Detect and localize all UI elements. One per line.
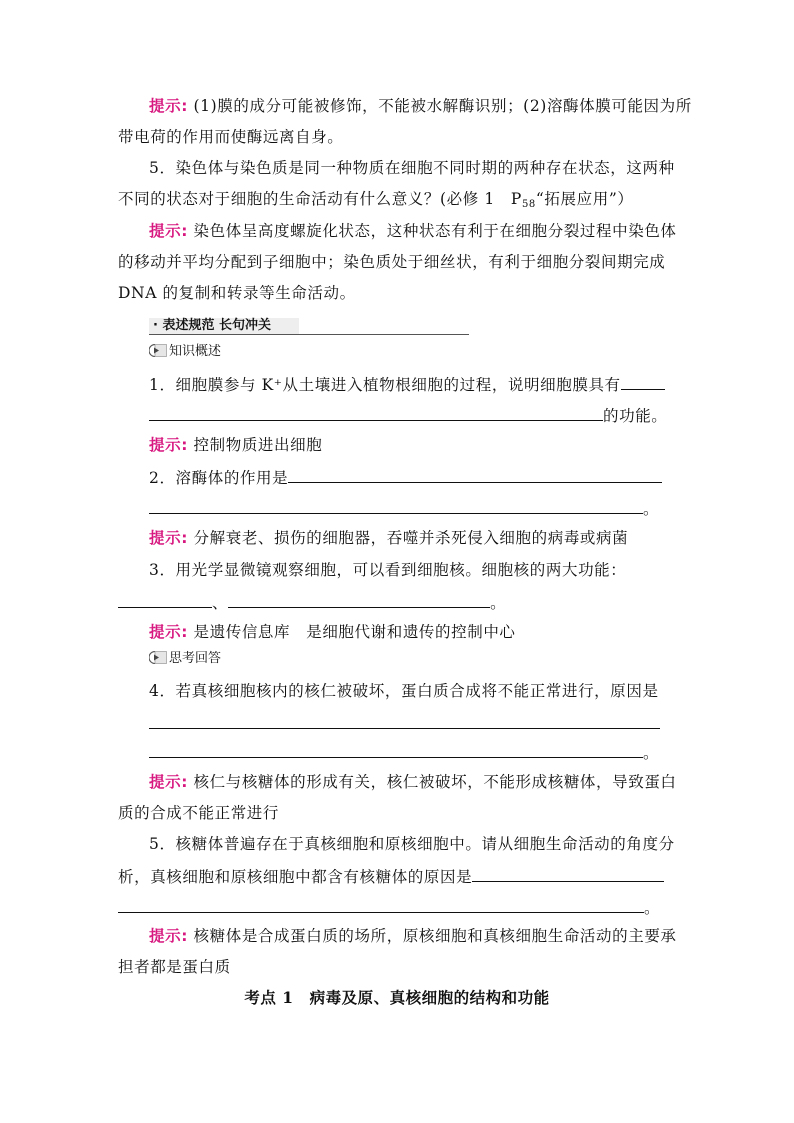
- answer-line: [149, 221, 677, 241]
- text: (1)膜的成分可能被修饰，不能被水解酶识别；(2)溶酶体膜可能因为所: [188, 97, 692, 115]
- question-5-cont: [118, 865, 664, 887]
- hint-label: 提示:: [149, 529, 188, 547]
- question-1: [149, 373, 665, 395]
- answer-blank[interactable]: [149, 404, 603, 421]
- answer-line: [149, 96, 692, 116]
- hint-label: 提示:: [149, 222, 188, 240]
- answer-2: [149, 528, 628, 548]
- subhead-knowledge: [149, 343, 221, 361]
- answer-blank[interactable]: [149, 497, 643, 514]
- text: 核糖体是合成蛋白质的场所，原核细胞和真核细胞生命活动的主要承: [188, 927, 677, 945]
- question-3: 3．用光学显微镜观察细胞，可以看到细胞核。细胞核的两大功能：: [149, 561, 627, 579]
- answer-blank[interactable]: [118, 591, 212, 608]
- text-line: DNA 的复制和转录等生命活动。: [118, 284, 356, 302]
- page-subscript: 58: [521, 199, 536, 210]
- text: 析，真核细胞和原核细胞中都含有核糖体的原因是: [118, 868, 473, 886]
- text: 。: [490, 594, 507, 612]
- text: 控制物质进出细胞: [188, 436, 323, 454]
- answer-blank[interactable]: [149, 712, 660, 729]
- hint-label: 提示:: [149, 97, 188, 115]
- text: 、: [212, 594, 229, 612]
- answer-5: [149, 926, 677, 946]
- answer-blank[interactable]: [228, 591, 490, 608]
- text: 。: [644, 899, 661, 917]
- text: “拓展应用”）: [535, 190, 634, 208]
- text: 染色体呈高度螺旋化状态，这种状态有利于在细胞分裂过程中染色体: [188, 222, 677, 240]
- text: 的功能。: [603, 407, 668, 425]
- answer-4: [149, 772, 677, 792]
- text-line: 的移动并平均分配到子细胞中；染色质处于细丝状，有利于细胞分裂间期完成: [118, 253, 666, 271]
- section-header-text: · 表述规范 长句冲关: [153, 318, 271, 333]
- text-line: 质的合成不能正常进行: [118, 804, 280, 822]
- question-1-cont: [149, 404, 667, 426]
- text-line: 带电荷的作用而使酶远离自身。: [118, 128, 344, 146]
- text: 分解衰老、损伤的细胞器，吞噬并杀死侵入细胞的病毒或病菌: [188, 529, 629, 547]
- play-circle-icon: [149, 651, 167, 664]
- hint-label: 提示:: [149, 623, 188, 641]
- text: 。: [643, 500, 660, 518]
- question-4-blank: [149, 712, 660, 734]
- question-3-cont: [118, 591, 506, 613]
- text-line: 担者都是蛋白质: [118, 958, 231, 976]
- answer-blank[interactable]: [472, 865, 664, 882]
- subhead-label: 思考回答: [169, 651, 222, 666]
- text: 是遗传信息库 是细胞代谢和遗传的控制中心: [188, 623, 516, 641]
- answer-blank[interactable]: [621, 373, 665, 390]
- text: 1．细胞膜参与 K⁺从土壤进入植物根细胞的过程，说明细胞膜具有: [149, 376, 621, 394]
- text: 不同的状态对于细胞的生命活动有什么意义？(必修 1 P: [118, 190, 522, 208]
- question-line: [118, 189, 633, 215]
- question-line: 5．染色体与染色质是同一种物质在细胞不同时期的两种存在状态，这两种: [149, 159, 675, 177]
- subhead-label: 知识概述: [169, 344, 222, 359]
- answer-blank[interactable]: [118, 896, 644, 913]
- answer-blank[interactable]: [149, 741, 643, 758]
- question-2-cont: [149, 497, 659, 519]
- question-4-cont: [149, 741, 659, 763]
- question-5: 5．核糖体普遍存在于真核细胞和原核细胞中。请从细胞生命活动的角度分: [149, 835, 675, 853]
- hint-label: 提示:: [149, 773, 188, 791]
- play-circle-icon: [149, 344, 167, 357]
- footer-title: 考点 1 病毒及原、真核细胞的结构和功能: [244, 988, 550, 1007]
- text: 核仁与核糖体的形成有关，核仁被破坏，不能形成核糖体，导致蛋白: [188, 773, 677, 791]
- question-2: [149, 466, 662, 488]
- answer-blank[interactable]: [288, 466, 662, 483]
- subhead-thinking: [149, 650, 221, 668]
- section-header: [149, 318, 469, 335]
- hint-label: 提示:: [149, 436, 188, 454]
- text: 。: [643, 744, 660, 762]
- hint-label: 提示:: [149, 927, 188, 945]
- question-4: 4．若真核细胞核内的核仁被破坏，蛋白质合成将不能正常进行，原因是: [149, 682, 659, 700]
- question-5-cont2: [118, 896, 660, 918]
- answer-1: [149, 435, 322, 455]
- text: 2．溶酶体的作用是: [149, 469, 289, 487]
- answer-3: [149, 622, 516, 642]
